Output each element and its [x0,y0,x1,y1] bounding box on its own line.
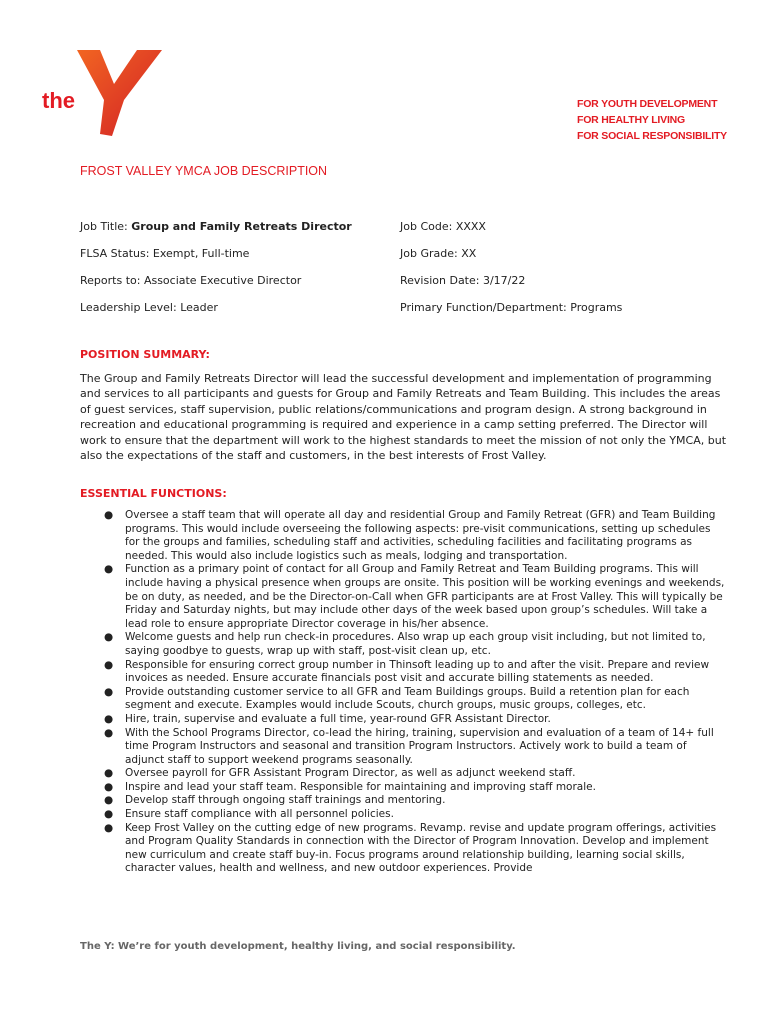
bullet-icon: ● [104,509,114,521]
list-item: ● Hire, train, supervise and evaluate a full time, year-round GFR Assistant Director. [104,712,551,725]
job-code-field: Job Code: XXXX [400,220,486,233]
bullet-icon: ● [104,780,114,793]
ymca-y-logo-icon [42,44,172,140]
list-item: ● With the School Programs Director, co-lead the hiring, training, supervision and evaluation of a team of 14+ full time Program Instructors and seasonal and transition Program Instructors. Actively work to build a team of adjunct staff to support weekend programs seasonally. [104,726,714,766]
essential-functions-list [80,509,728,876]
svg-text:the: the [42,88,75,113]
list-item: ● Responsible for ensuring correct group number in Thinsoft leading up to and after the visit. Prepare and review invoices as needed. Ensure accurate financials post visit and accurate billing statements as needed. [104,658,710,685]
job-meta [80,220,740,328]
ymca-tagline [577,96,727,144]
primary-function-field: Primary Function/Department: Programs [400,301,623,314]
document-title: FROST VALLEY YMCA JOB DESCRIPTION [80,164,328,178]
svg-text:YMCA: YMCA [122,108,137,127]
position-summary-heading: POSITION SUMMARY: [80,348,210,361]
bullet-icon: ● [104,726,114,739]
job-grade-field: Job Grade: XX [400,247,477,260]
job-title-field: Job Title: Group and Family Retreats Director [80,220,352,233]
bullet-icon: ● [104,712,114,725]
list-item: ● Oversee a staff team that will operate all day and residential Group and Family Retreat (GFR) and Team Building programs. This would include overseeing the following aspects: pre-visit communications, setting up schedules for the groups and families, scheduling staff and activities, scheduling facilities and facilitating programs as needed. This would also include logistics such as meals, lodging and transportation. [104,509,716,562]
leadership-level-field: Leadership Level: Leader [80,301,218,314]
list-item: ● Oversee payroll for GFR Assistant Program Director, as well as adjunct weekend staff. [104,767,576,780]
tagline-line: FOR SOCIAL RESPONSIBILITY [577,130,727,142]
list-item: ● Develop staff through ongoing staff trainings and mentoring. [104,794,446,807]
list-item: ● Function as a primary point of contact for all Group and Family Retreat and Team Building programs. This will include having a physical presence when groups are onsite. This position will be working evenings and weekends, be on duty, as needed, and be the Director-on-Call when GFR participants are at Frost Valley. This will typically be Friday and Saturday nights, but may include other days of the week based upon group’s schedules. Will take a lead role to ensure appropriate Director coverage in his/her absence. [104,563,725,630]
tagline-line: FOR YOUTH DEVELOPMENT [577,98,718,110]
bullet-icon: ● [104,767,114,780]
position-summary-text: The Group and Family Retreats Director will lead the successful development and implementation of programming and services to all participants and guests for Group and Family Retreats and Team Building. This includes the areas of guest services, staff supervision, public relations/communications and program design. A strong background in recreation and educational programming is required and experience in a camp setting preferred. The Director will work to ensure that the department will work to the highest standards to meet the mission of not only the YMCA, but also the expectations of the staff and customers, in the best interests of Frost Valley. [80,372,727,463]
bullet-icon: ● [104,563,114,576]
bullet-icon: ● [104,821,114,834]
bullet-icon: ● [104,794,114,807]
essential-functions-heading: ESSENTIAL FUNCTIONS: [80,487,227,500]
flsa-status-field: FLSA Status: Exempt, Full-time [80,247,250,260]
tagline-line: FOR HEALTHY LIVING [577,114,686,126]
list-item: ● Welcome guests and help run check-in procedures. Also wrap up each group visit including, but not limited to, saying goodbye to guests, wrap up with staff, post-visit clean up, etc. [104,631,706,657]
job-title-value: Group and Family Retreats Director [131,220,352,233]
bullet-icon: ● [104,808,114,821]
list-item: ● Provide outstanding customer service to all GFR and Team Buildings groups. Build a retention plan for each segment and execute. Examples would include Scouts, church groups, music groups, colleges, etc. [104,685,690,712]
page-footer: The Y: We’re for youth development, healthy living, and social responsibility. [80,941,516,952]
bullet-icon: ● [104,658,114,671]
list-item: ● Keep Frost Valley on the cutting edge of new programs. Revamp. revise and update program offerings, activities and Program Quality Standards in connection with the Director of Program Innovation. Develop and implement new curriculum and create staff buy-in. Focus programs around relationship building, learning social skills, character values, health and wellness, and new outdoor experiences. Provide [104,821,717,875]
bullet-icon: ● [104,685,114,698]
reports-to-field: Reports to: Associate Executive Director [80,274,302,287]
list-item: ● Ensure staff compliance with all personnel policies. [104,808,394,821]
list-item: ● Inspire and lead your staff team. Responsible for maintaining and improving staff morale. [104,780,596,793]
revision-date-field: Revision Date: 3/17/22 [400,274,526,287]
bullet-icon: ● [104,631,114,644]
ymca-logo [42,44,172,140]
